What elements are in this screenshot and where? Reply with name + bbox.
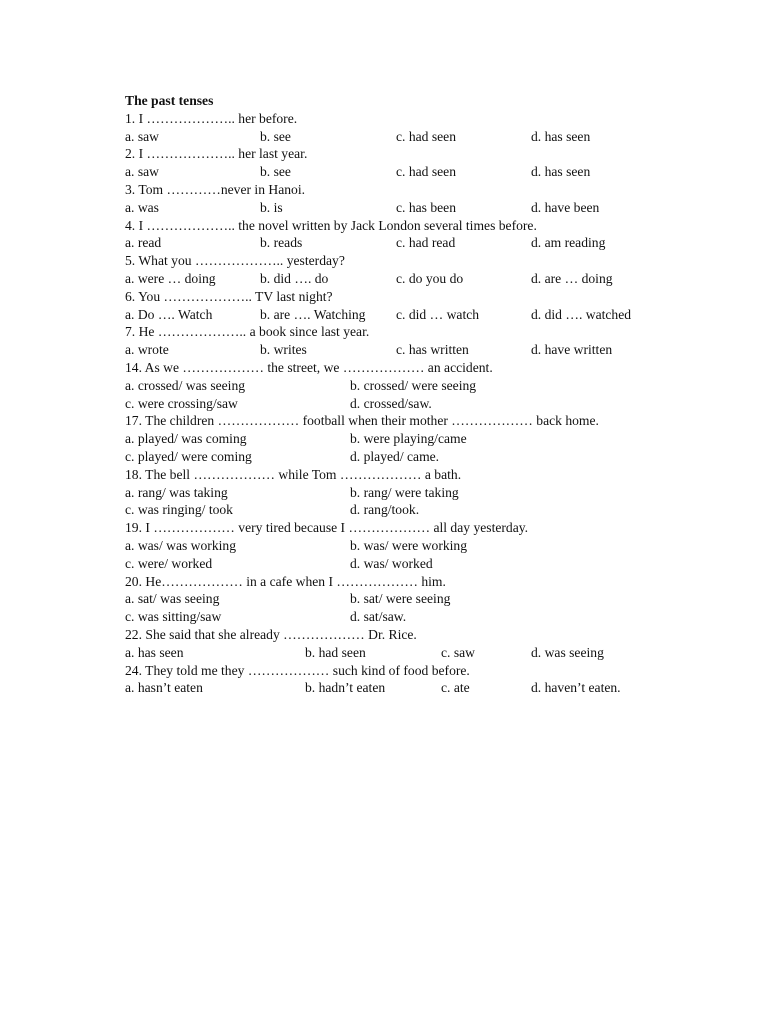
option-b: b. see [260,164,291,180]
option-d: d. did …. watched [531,306,632,322]
options [125,395,655,413]
options [125,555,655,573]
option-a: a. has seen [125,644,184,660]
question-text: 24. They told me they ……………… such kind of food before. [125,662,470,678]
option-c: c. had seen [396,164,457,180]
question-14 [125,359,655,412]
question-22 [125,626,655,662]
option-a: a. saw [125,128,159,144]
option-b: b. had seen [305,644,366,660]
options [125,501,655,519]
question-text: 20. He……………… in a cafe when I ……………… him. [125,573,446,589]
option-c: c. has written [396,342,469,358]
options [125,537,655,555]
question-20 [125,573,655,626]
option-a: a. crossed/ was seeing [125,377,246,393]
option-c: c. were crossing/saw [125,395,238,411]
question-text: 3. Tom …………never in Hanoi. [125,181,306,197]
option-a: a. played/ was coming [125,431,247,447]
option-a: a. rang/ was taking [125,484,228,500]
option-d: d. are … doing [531,270,613,286]
question-4 [125,217,655,253]
options [125,484,655,502]
options [125,270,655,288]
question-17 [125,412,655,465]
option-b: b. crossed/ were seeing [350,377,477,393]
option-a: a. Do …. Watch [125,306,213,322]
option-a: a. hasn’t eaten [125,680,203,696]
question-3 [125,181,655,217]
question-text: 7. He ……………….. a book since last year. [125,324,370,340]
question-24 [125,662,655,698]
option-c: c. was ringing/ took [125,502,233,518]
options [125,448,655,466]
option-b: b. was/ were working [350,537,468,553]
option-b: b. are …. Watching [260,306,366,322]
options [125,644,655,662]
option-d: d. have been [531,199,600,215]
option-b: b. rang/ were taking [350,484,459,500]
option-c: c. has been [396,199,457,215]
option-b: b. reads [260,235,303,251]
option-a: a. were … doing [125,270,216,286]
options [125,199,655,217]
question-18 [125,466,655,519]
option-d: d. has seen [531,128,591,144]
option-c: c. did … watch [396,306,480,322]
question-text: 19. I ……………… very tired because I ……………… all day yesterday. [125,520,529,536]
option-d: d. am reading [531,235,606,251]
question-5 [125,252,655,288]
question-text: 4. I ……………….. the novel written by Jack London several times before. [125,217,537,233]
option-d: d. haven’t eaten. [531,680,621,696]
option-a: a. was/ was working [125,537,236,553]
option-a: a. sat/ was seeing [125,591,220,607]
options [125,128,655,146]
option-c: c. played/ were coming [125,448,252,464]
question-7 [125,323,655,359]
option-b: b. sat/ were seeing [350,591,451,607]
option-b: b. writes [260,342,307,358]
question-text: 6. You ……………….. TV last night? [125,288,333,304]
option-a: a. was [125,199,159,215]
option-c: c. had read [396,235,456,251]
option-d: d. sat/saw. [350,609,407,625]
option-d: d. played/ came. [350,448,440,464]
option-d: d. crossed/saw. [350,395,432,411]
options [125,163,655,181]
option-d: d. was seeing [531,644,604,660]
question-1 [125,110,655,146]
question-19 [125,519,655,572]
option-a: a. wrote [125,342,169,358]
option-d: d. have written [531,342,613,358]
option-a: a. read [125,235,162,251]
question-6 [125,288,655,324]
option-b: b. is [260,199,283,215]
options [125,306,655,324]
question-text: 5. What you ……………….. yesterday? [125,253,345,269]
option-b: b. did …. do [260,270,329,286]
option-c: c. had seen [396,128,457,144]
option-d: d. was/ worked [350,555,433,571]
options [125,234,655,252]
option-b: b. were playing/came [350,431,467,447]
option-c: c. saw [441,644,475,660]
worksheet [125,92,655,697]
option-b: b. hadn’t eaten [305,680,386,696]
option-c: c. were/ worked [125,555,213,571]
option-d: d. rang/took. [350,502,420,518]
options [125,608,655,626]
option-b: b. see [260,128,291,144]
option-c: c. do you do [396,270,464,286]
options [125,430,655,448]
option-d: d. has seen [531,164,591,180]
question-text: 1. I ……………….. her before. [125,110,298,126]
options [125,679,655,697]
worksheet-title: The past tenses [125,93,214,108]
question-text: 14. As we ……………… the street, we ……………… an accident. [125,359,493,375]
question-2 [125,145,655,181]
question-text: 2. I ……………….. her last year. [125,146,308,162]
option-c: c. ate [441,680,470,696]
options [125,341,655,359]
question-text: 22. She said that she already ……………… Dr. Rice. [125,626,417,642]
question-text: 18. The bell ……………… while Tom ……………… a bath. [125,466,462,482]
options [125,377,655,395]
question-text: 17. The children ……………… football when their mother ……………… back home. [125,413,599,429]
option-c: c. was sitting/saw [125,609,222,625]
options [125,590,655,608]
option-a: a. saw [125,164,159,180]
